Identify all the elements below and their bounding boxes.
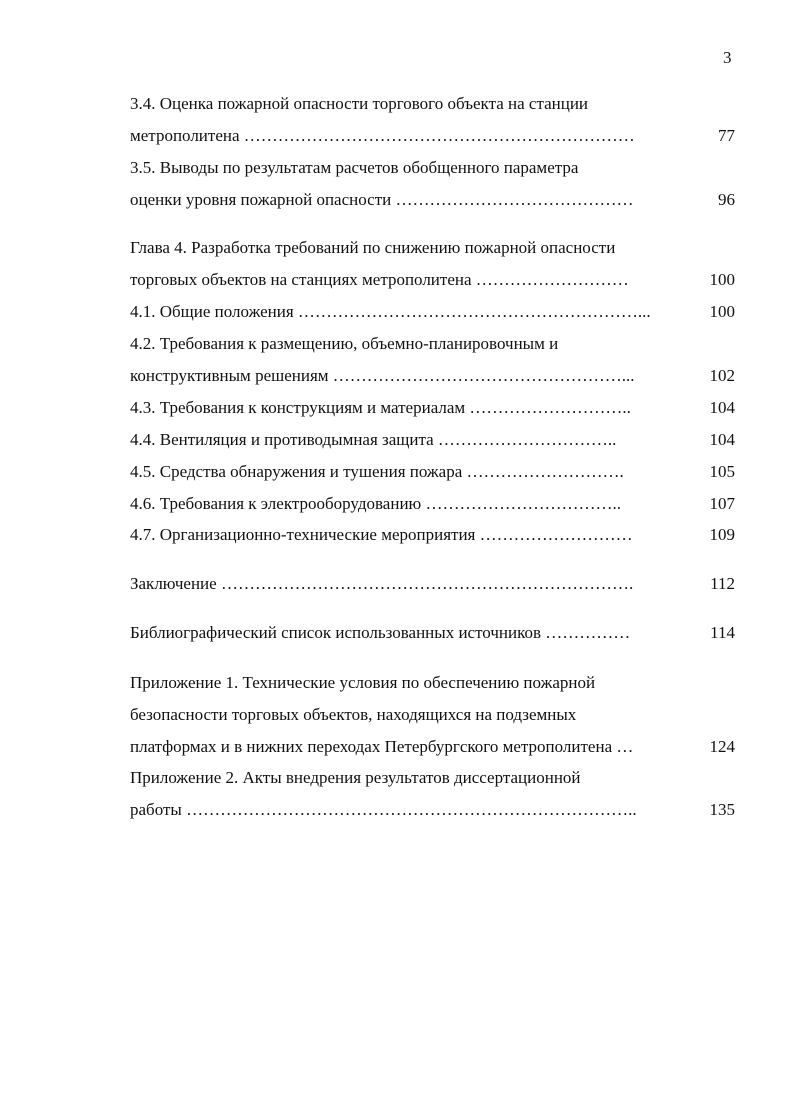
toc-entry-3-5-line-1 [130,156,735,180]
toc-entry-text: 4.4. Вентиляция и противодымная защита ………………………….. [130,430,617,449]
toc-entry-3-4-line-2 [130,124,735,148]
toc-entry-conclusion [130,572,735,596]
toc-entry-text: Приложение 1. Технические условия по обеспечению пожарной [130,673,596,692]
toc-entry-page: 135 [709,800,735,819]
toc-entry-text: работы …………………………………………………………………….. [130,800,637,819]
toc-entry-text: Заключение ………………………………………………………………. [130,574,634,593]
toc-entry-text: 3.5. Выводы по результатам расчетов обобщенного параметра [130,158,579,177]
toc-entry-text: Глава 4. Разработка требований по снижению пожарной опасности [130,238,616,257]
toc-entry-page: 96 [718,190,735,209]
toc-entry-4-7 [130,523,735,547]
toc-entry-page: 100 [709,270,735,289]
toc-entry-text: безопасности торговых объектов, находящихся на подземных [130,705,577,724]
toc-entry-text: 4.3. Требования к конструкциям и материалам ……………………….. [130,398,631,417]
toc-entry-appendix-1-line-2 [130,703,735,727]
toc-entry-text: 4.5. Средства обнаружения и тушения пожара ………………………. [130,462,624,481]
toc-entry-text: 3.4. Оценка пожарной опасности торгового объекта на станции [130,94,589,113]
toc-entry-appendix-1-line-3 [130,735,735,759]
toc-entry-text: 4.7. Организационно-технические мероприятия ……………………… [130,525,633,544]
toc-entry-text: Библиографический список использованных источников …………… [130,623,631,642]
toc-entry-page: 109 [709,525,735,544]
toc-entry-ch4-line-2 [130,268,735,292]
toc-entry-4-5 [130,460,735,484]
toc-entry-bibliography [130,621,735,645]
toc-entry-text: метрополитена …………………………………………………………… [130,126,635,145]
toc-entry-appendix-1-line-1 [130,671,735,695]
toc-entry-3-4-line-1 [130,92,735,116]
toc-entry-page: 114 [710,623,735,642]
toc-entry-text: торговых объектов на станциях метрополитена ……………………… [130,270,629,289]
toc-entry-4-3 [130,396,735,420]
toc-entry-page: 124 [709,737,735,756]
toc-entry-text: конструктивным решениям ……………………………………………... [130,366,635,385]
page-number: 3 [723,48,732,67]
toc-entry-appendix-2-line-2 [130,798,735,822]
toc-entry-page: 102 [709,366,735,385]
toc-entry-4-1 [130,300,735,324]
toc-entry-3-5-line-2 [130,188,735,212]
toc-entry-page: 104 [709,430,735,449]
toc-entry-4-6 [130,492,735,516]
toc-entry-page: 104 [709,398,735,417]
toc-entry-4-2-line-2 [130,364,735,388]
toc-entry-page: 112 [710,574,735,593]
toc-entry-text: 4.1. Общие положения ……………………………………………………... [130,302,651,321]
toc-entry-ch4-line-1 [130,236,735,260]
toc-entry-page: 100 [709,302,735,321]
toc-entry-text: платформах и в нижних переходах Петербургского метрополитена … [130,737,634,756]
toc-entry-appendix-2-line-1 [130,766,735,790]
toc-entry-page: 105 [709,462,735,481]
toc-entry-text: оценки уровня пожарной опасности …………………………………… [130,190,634,209]
toc-entry-4-2-line-1 [130,332,735,356]
toc-entry-page: 77 [718,126,735,145]
toc-entry-4-4 [130,428,735,452]
toc-entry-text: Приложение 2. Акты внедрения результатов диссертационной [130,768,581,787]
toc-entry-text: 4.2. Требования к размещению, объемно-планировочным и [130,334,559,353]
toc-entry-text: 4.6. Требования к электрооборудованию …………………………….. [130,494,621,513]
toc-entry-page: 107 [709,494,735,513]
